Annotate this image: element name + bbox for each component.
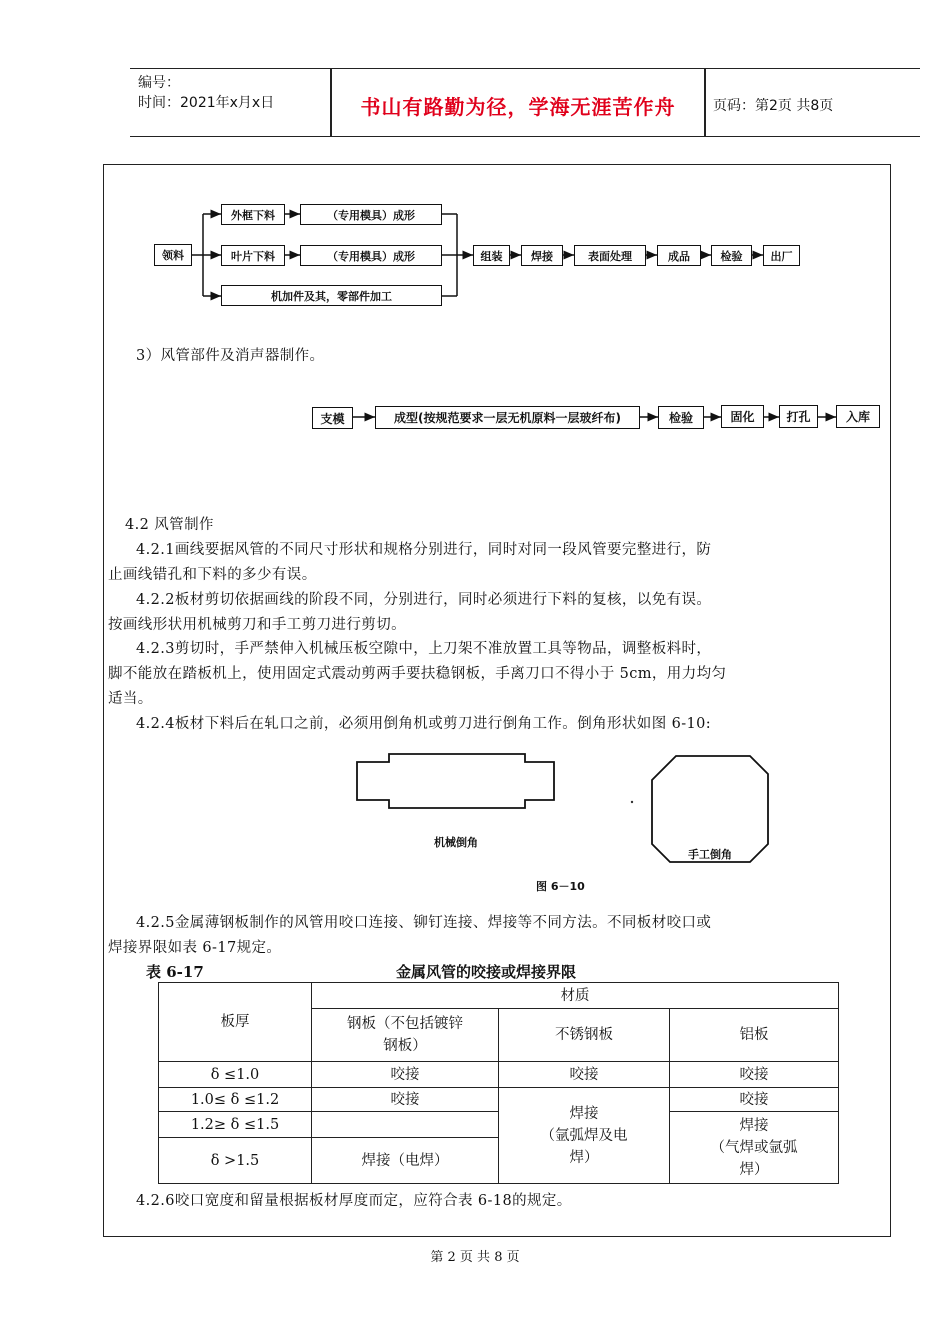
aluminum-weld-line3: 焊） (739, 1161, 769, 1178)
para-4-2-2-line2: 按画线形状用机械剪刀和手工剪刀进行剪切。 (108, 617, 406, 633)
header-steel-line2: 钢板） (383, 1038, 427, 1054)
para-4-2-5-line1: 4.2.5金属薄钢板制作的风管用咬口连接、铆钉连接、焊接等不同方法。不同板材咬口或 (136, 915, 712, 931)
flow2-mold: 支模 (312, 407, 353, 429)
document-date: 时间：2021年x月x日 (138, 95, 275, 111)
para-4-2-3-line1: 4.2.3剪切时，手严禁伸入机械压板空隙中，上刀架不准放置工具等物品，调整板料时， (136, 641, 712, 657)
flow-ship: 出厂 (763, 245, 800, 266)
flow2-cure: 固化 (721, 405, 764, 428)
cell-steel: 咬接 (312, 1088, 499, 1112)
para-4-2-2-line1: 4.2.2板材剪切依据画线的阶段不同，分别进行，同时必须进行下料的复核，以免有误。 (136, 592, 712, 608)
header-aluminum: 铝板 (670, 1009, 839, 1062)
flow-inspect: 检验 (711, 245, 752, 266)
cell-aluminum-weld (670, 1112, 839, 1184)
header-steel-line1: 钢板（不包括镀锌 (347, 1016, 463, 1032)
flow2-inspect: 检验 (658, 406, 704, 429)
flow-blade-cut: 叶片下料 (221, 245, 285, 266)
chamfer-figure (0, 740, 950, 900)
flow2-store: 入库 (836, 405, 880, 428)
para-4-2-1-line2: 止画线错孔和下料的多少有误。 (108, 567, 317, 583)
header-page-info: 页码：第2页 共8页 (713, 98, 834, 114)
machine-chamfer-shape (357, 754, 554, 808)
header-motto: 书山有路勤为径，学海无涯苦作舟 (360, 95, 676, 119)
cell-steel: 焊接（电焊） (312, 1138, 499, 1184)
table-number: 表 6-17 (146, 963, 204, 981)
cell-stainless-weld (499, 1088, 670, 1184)
flow-blade-form: （专用模具）成形 (300, 245, 442, 266)
cell-thickness: 1.0≤ δ ≤1.2 (159, 1088, 312, 1112)
header-steel (312, 1009, 499, 1062)
para-4-2-3-line2: 脚不能放在踏板机上，使用固定式震动剪两手要扶稳钢板，手离刀口不得小于 5cm，用力均匀 (108, 666, 727, 682)
para-4-2-4: 4.2.4板材下料后在轧口之前，必须用倒角机或剪刀进行倒角工作。倒角形状如图 6-10: (136, 716, 712, 732)
cell-thickness: 1.2≥ δ ≤1.5 (159, 1112, 312, 1138)
page-footer: 第 2 页 共 8 页 (430, 1250, 520, 1265)
para-4-2-5-line2: 焊接界限如表 6-17规定。 (108, 940, 282, 956)
stainless-weld-line3: 焊） (569, 1149, 599, 1166)
cell-steel: 咬接 (312, 1062, 499, 1088)
cell-stainless: 咬接 (499, 1062, 670, 1088)
table-row (159, 1088, 839, 1112)
flow2-drill: 打孔 (779, 405, 818, 428)
para-4-2-6: 4.2.6咬口宽度和留量根据板材厚度而定，应符合表 6-18的规定。 (136, 1193, 572, 1209)
figure-caption: 图 6－10 (536, 880, 585, 893)
section-3-heading: 3）风管部件及消声器制作。 (136, 348, 325, 364)
para-4-2-1-line1: 4.2.1画线要据风管的不同尺寸形状和规格分别进行，同时对同一段风管要完整进行，防 (136, 542, 712, 558)
document-number: 编号： (138, 75, 180, 91)
cell-aluminum: 咬接 (670, 1062, 839, 1088)
flow-surface: 表面处理 (574, 245, 646, 266)
para-4-2-3-line3: 适当。 (108, 691, 153, 707)
flow-frame-cut: 外框下料 (221, 204, 285, 225)
aluminum-weld-line1: 焊接 (739, 1117, 769, 1134)
welding-limit-table (158, 982, 839, 1184)
flow-weld: 焊接 (521, 245, 563, 266)
cell-thickness: δ >1.5 (159, 1138, 312, 1184)
stainless-weld-line2: （氩弧焊及电 (540, 1127, 628, 1144)
flow-frame-form: （专用模具）成形 (300, 204, 442, 225)
stainless-weld-line1: 焊接 (569, 1105, 599, 1122)
flow-assemble: 组装 (473, 245, 510, 266)
machine-chamfer-label: 机械倒角 (434, 836, 478, 849)
hand-chamfer-label: 手工倒角 (688, 848, 732, 861)
flowchart-1-connectors (0, 0, 950, 320)
aluminum-weld-line2: （气焊或氩弧 (710, 1139, 798, 1156)
cell-aluminum: 咬接 (670, 1088, 839, 1112)
cell-thickness: δ ≤1.0 (159, 1062, 312, 1088)
section-4-2-title: 4.2 风管制作 (125, 517, 214, 533)
table-title: 金属风管的咬接或焊接界限 (396, 963, 577, 981)
flow-machining: 机加件及其，零部件加工 (221, 285, 442, 306)
header-thickness: 板厚 (159, 983, 312, 1062)
cell-steel-empty (312, 1112, 499, 1138)
table-row (159, 1062, 839, 1088)
header-stainless: 不锈钢板 (499, 1009, 670, 1062)
flow-receive: 领料 (154, 244, 192, 266)
header-material: 材质 (312, 983, 839, 1009)
flow-product: 成品 (657, 245, 701, 266)
flow2-forming: 成型(按规范要求一层无机原料一层玻纤布) (375, 406, 640, 429)
